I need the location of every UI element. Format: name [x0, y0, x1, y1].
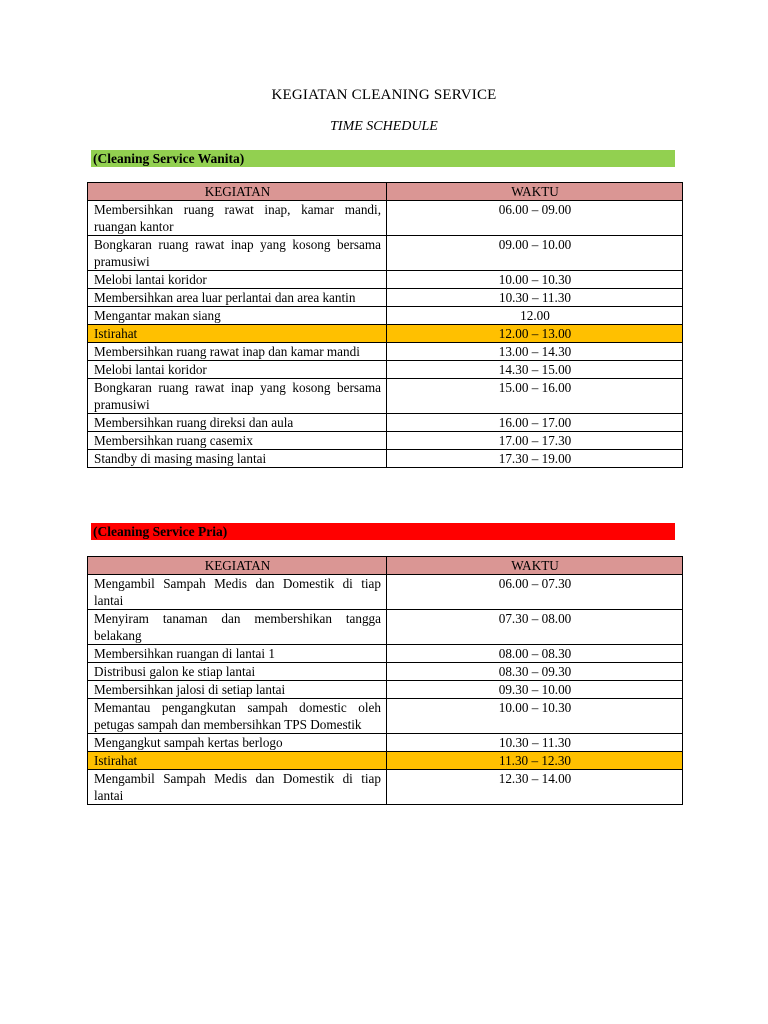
time-cell: 17.30 – 19.00 [387, 450, 683, 468]
table-row [88, 271, 683, 289]
document-title: KEGIATAN CLEANING SERVICE [271, 87, 497, 103]
schedule-table-wanita [87, 182, 683, 468]
activity-cell: Membersihkan ruang rawat inap dan kamar mandi [88, 343, 387, 361]
time-cell: 09.30 – 10.00 [387, 681, 683, 699]
time-cell: 12.30 – 14.00 [387, 770, 683, 805]
table-row [88, 379, 683, 414]
schedule-table-pria [87, 556, 683, 805]
table-row [88, 734, 683, 752]
table-row [88, 575, 683, 610]
activity-cell: Melobi lantai koridor [88, 271, 387, 289]
activity-cell: Menyiram tanaman dan membershikan tangga belakang [88, 610, 387, 645]
column-header-waktu: WAKTU [387, 557, 683, 575]
time-cell: 13.00 – 14.30 [387, 343, 683, 361]
activity-cell: Melobi lantai koridor [88, 361, 387, 379]
time-cell: 15.00 – 16.00 [387, 379, 683, 414]
column-header-kegiatan: KEGIATAN [88, 183, 387, 201]
table-row [88, 699, 683, 734]
time-cell: 10.30 – 11.30 [387, 289, 683, 307]
activity-cell: Membersihkan ruang rawat inap, kamar mandi, ruangan kantor [88, 201, 387, 236]
activity-cell: Membersihkan jalosi di setiap lantai [88, 681, 387, 699]
table-row [88, 307, 683, 325]
time-cell: 11.30 – 12.30 [387, 752, 683, 770]
activity-cell: Membersihkan ruangan di lantai 1 [88, 645, 387, 663]
time-cell: 14.30 – 15.00 [387, 361, 683, 379]
section-label-wanita: (Cleaning Service Wanita) [91, 150, 675, 167]
activity-cell: Mengangkut sampah kertas berlogo [88, 734, 387, 752]
document-subtitle: TIME SCHEDULE [330, 119, 438, 134]
time-cell: 12.00 – 13.00 [387, 325, 683, 343]
section-label-pria: (Cleaning Service Pria) [91, 523, 675, 540]
time-cell: 10.00 – 10.30 [387, 271, 683, 289]
break-row [88, 752, 683, 770]
activity-cell: Mengantar makan siang [88, 307, 387, 325]
table-row [88, 770, 683, 805]
time-cell: 06.00 – 09.00 [387, 201, 683, 236]
table-row [88, 610, 683, 645]
table-row [88, 681, 683, 699]
table-row [88, 289, 683, 307]
column-header-waktu: WAKTU [387, 183, 683, 201]
table-row [88, 645, 683, 663]
table-row [88, 414, 683, 432]
table-row [88, 663, 683, 681]
activity-cell: Membersihkan area luar perlantai dan area kantin [88, 289, 387, 307]
column-header-kegiatan: KEGIATAN [88, 557, 387, 575]
time-cell: 10.30 – 11.30 [387, 734, 683, 752]
table-row [88, 343, 683, 361]
table-header-row [88, 557, 683, 575]
table-row [88, 236, 683, 271]
time-cell: 08.30 – 09.30 [387, 663, 683, 681]
activity-cell: Bongkaran ruang rawat inap yang kosong bersama pramusiwi [88, 236, 387, 271]
time-cell: 08.00 – 08.30 [387, 645, 683, 663]
break-row [88, 325, 683, 343]
activity-cell: Memantau pengangkutan sampah domestic oleh petugas sampah dan membersihkan TPS Domestik [88, 699, 387, 734]
table-row [88, 432, 683, 450]
time-cell: 12.00 [387, 307, 683, 325]
table-header-row [88, 183, 683, 201]
activity-cell: Standby di masing masing lantai [88, 450, 387, 468]
activity-cell: Mengambil Sampah Medis dan Domestik di tiap lantai [88, 575, 387, 610]
activity-cell: Membersihkan ruang direksi dan aula [88, 414, 387, 432]
activity-cell: Distribusi galon ke stiap lantai [88, 663, 387, 681]
activity-cell: Membersihkan ruang casemix [88, 432, 387, 450]
time-cell: 10.00 – 10.30 [387, 699, 683, 734]
time-cell: 06.00 – 07.30 [387, 575, 683, 610]
table-row [88, 361, 683, 379]
time-cell: 16.00 – 17.00 [387, 414, 683, 432]
activity-cell: Mengambil Sampah Medis dan Domestik di tiap lantai [88, 770, 387, 805]
activity-cell: Istirahat [88, 752, 387, 770]
time-cell: 09.00 – 10.00 [387, 236, 683, 271]
activity-cell: Istirahat [88, 325, 387, 343]
time-cell: 07.30 – 08.00 [387, 610, 683, 645]
time-cell: 17.00 – 17.30 [387, 432, 683, 450]
table-row [88, 450, 683, 468]
activity-cell: Bongkaran ruang rawat inap yang kosong bersama pramusiwi [88, 379, 387, 414]
table-row [88, 201, 683, 236]
